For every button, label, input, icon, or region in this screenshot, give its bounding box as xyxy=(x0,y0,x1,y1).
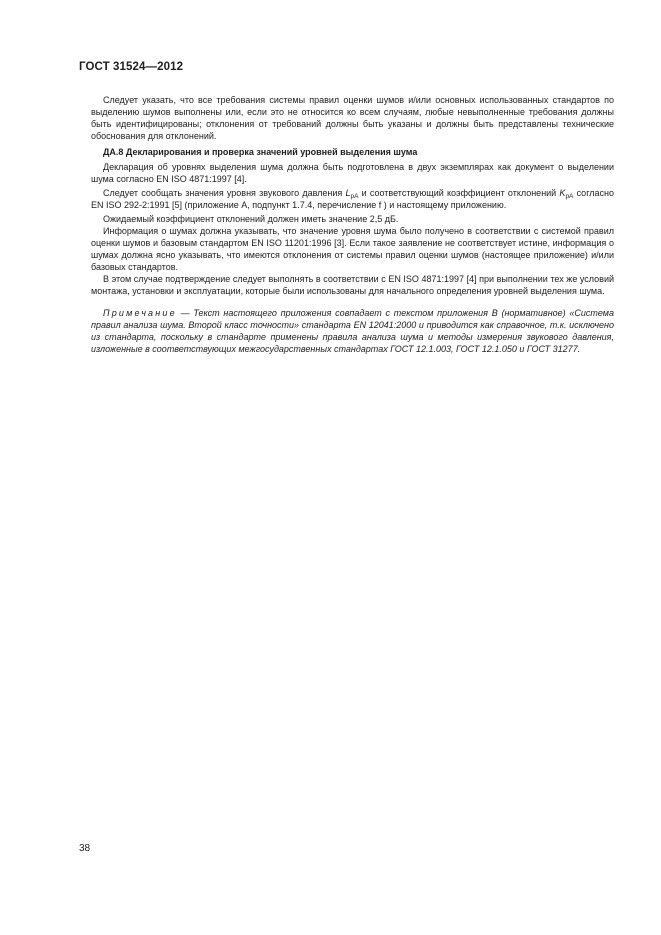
page-number: 38 xyxy=(79,843,91,854)
paragraph-sound-pressure-text-a: Следует сообщать значения уровня звукового давления xyxy=(103,188,346,198)
note xyxy=(91,307,614,355)
section-heading: ДА.8 Декларирования и проверка значений уровней выделения шума xyxy=(103,147,418,157)
paragraph-deviation-coefficient: Ожидаемый коэффициент отклонений должен иметь значение 2,5 дБ. xyxy=(103,214,399,224)
document-body xyxy=(91,94,614,355)
subscript-pa-2: pA xyxy=(565,193,574,200)
symbol-k: K xyxy=(559,188,566,198)
paragraph-noise-information: Информация о шумах должна указывать, что значение уровня шума было получено в соответствии с системой правил оценки шумов и базовым стандартом EN ISO 11201:1996 [3]. Если такое заявление не соответствует истине, информация о шумах должна ясно указывать, что имеются отклонения от системы правил оценки шумов (настоящее приложение) и/или базовых стандартов. xyxy=(91,226,614,272)
note-text: — Текст настоящего приложения совпадает с текстом приложения В (нормативное) «Система правил анализа шума. Второй класс точности» стандарта EN 12041:2000 и приводится как справочное, т.к. исключено из стандарта, поскольку в стандарте применены правила анализа шума и методы измерения звукового давления, изложенные в соответствующих межгосударственных стандартах ГОСТ 12.1.003, ГОСТ 12.1.050 и ГОСТ 31277. xyxy=(91,308,614,354)
subscript-pa-1: pA xyxy=(350,193,359,200)
paragraph-sound-pressure-text-c: согласно EN ISO 292-2:1991 [5] (приложение А, подпункт 1.7.4, перечисление f ) и настоящему приложению. xyxy=(91,188,615,210)
symbol-l: L xyxy=(345,188,351,198)
note-label: Примечание xyxy=(103,308,177,318)
document-header: ГОСТ 31524—2012 xyxy=(79,61,184,73)
paragraph-confirmation: В этом случае подтверждение следует выполнять в соответствии с EN ISO 4871:1997 [4] при выполнении тех же условий монтажа, установки и эксплуатации, которые были использованы для начального определения уровней выделения шума. xyxy=(91,274,614,296)
paragraph-declaration: Декларация об уровнях выделения шума должна быть подготовлена в двух экземплярах как документ о выделении шума согласно EN ISO 4871:1997 [4]. xyxy=(91,162,614,184)
paragraph-requirements: Следует указать, что все требования системы правил оценки шумов и/или основных использованных стандартов по выделению шумов выполнены или, если это не относится ко всем случаям, любые невыполненные требования должны быть идентифицированы; отклонения от требований должны быть указаны и должны быть представлены технические обоснования для отклонений. xyxy=(91,95,614,141)
paragraph-sound-pressure xyxy=(91,187,614,211)
paragraph-sound-pressure-text-b: и соответствующий коэффициент отклонений xyxy=(358,188,560,198)
